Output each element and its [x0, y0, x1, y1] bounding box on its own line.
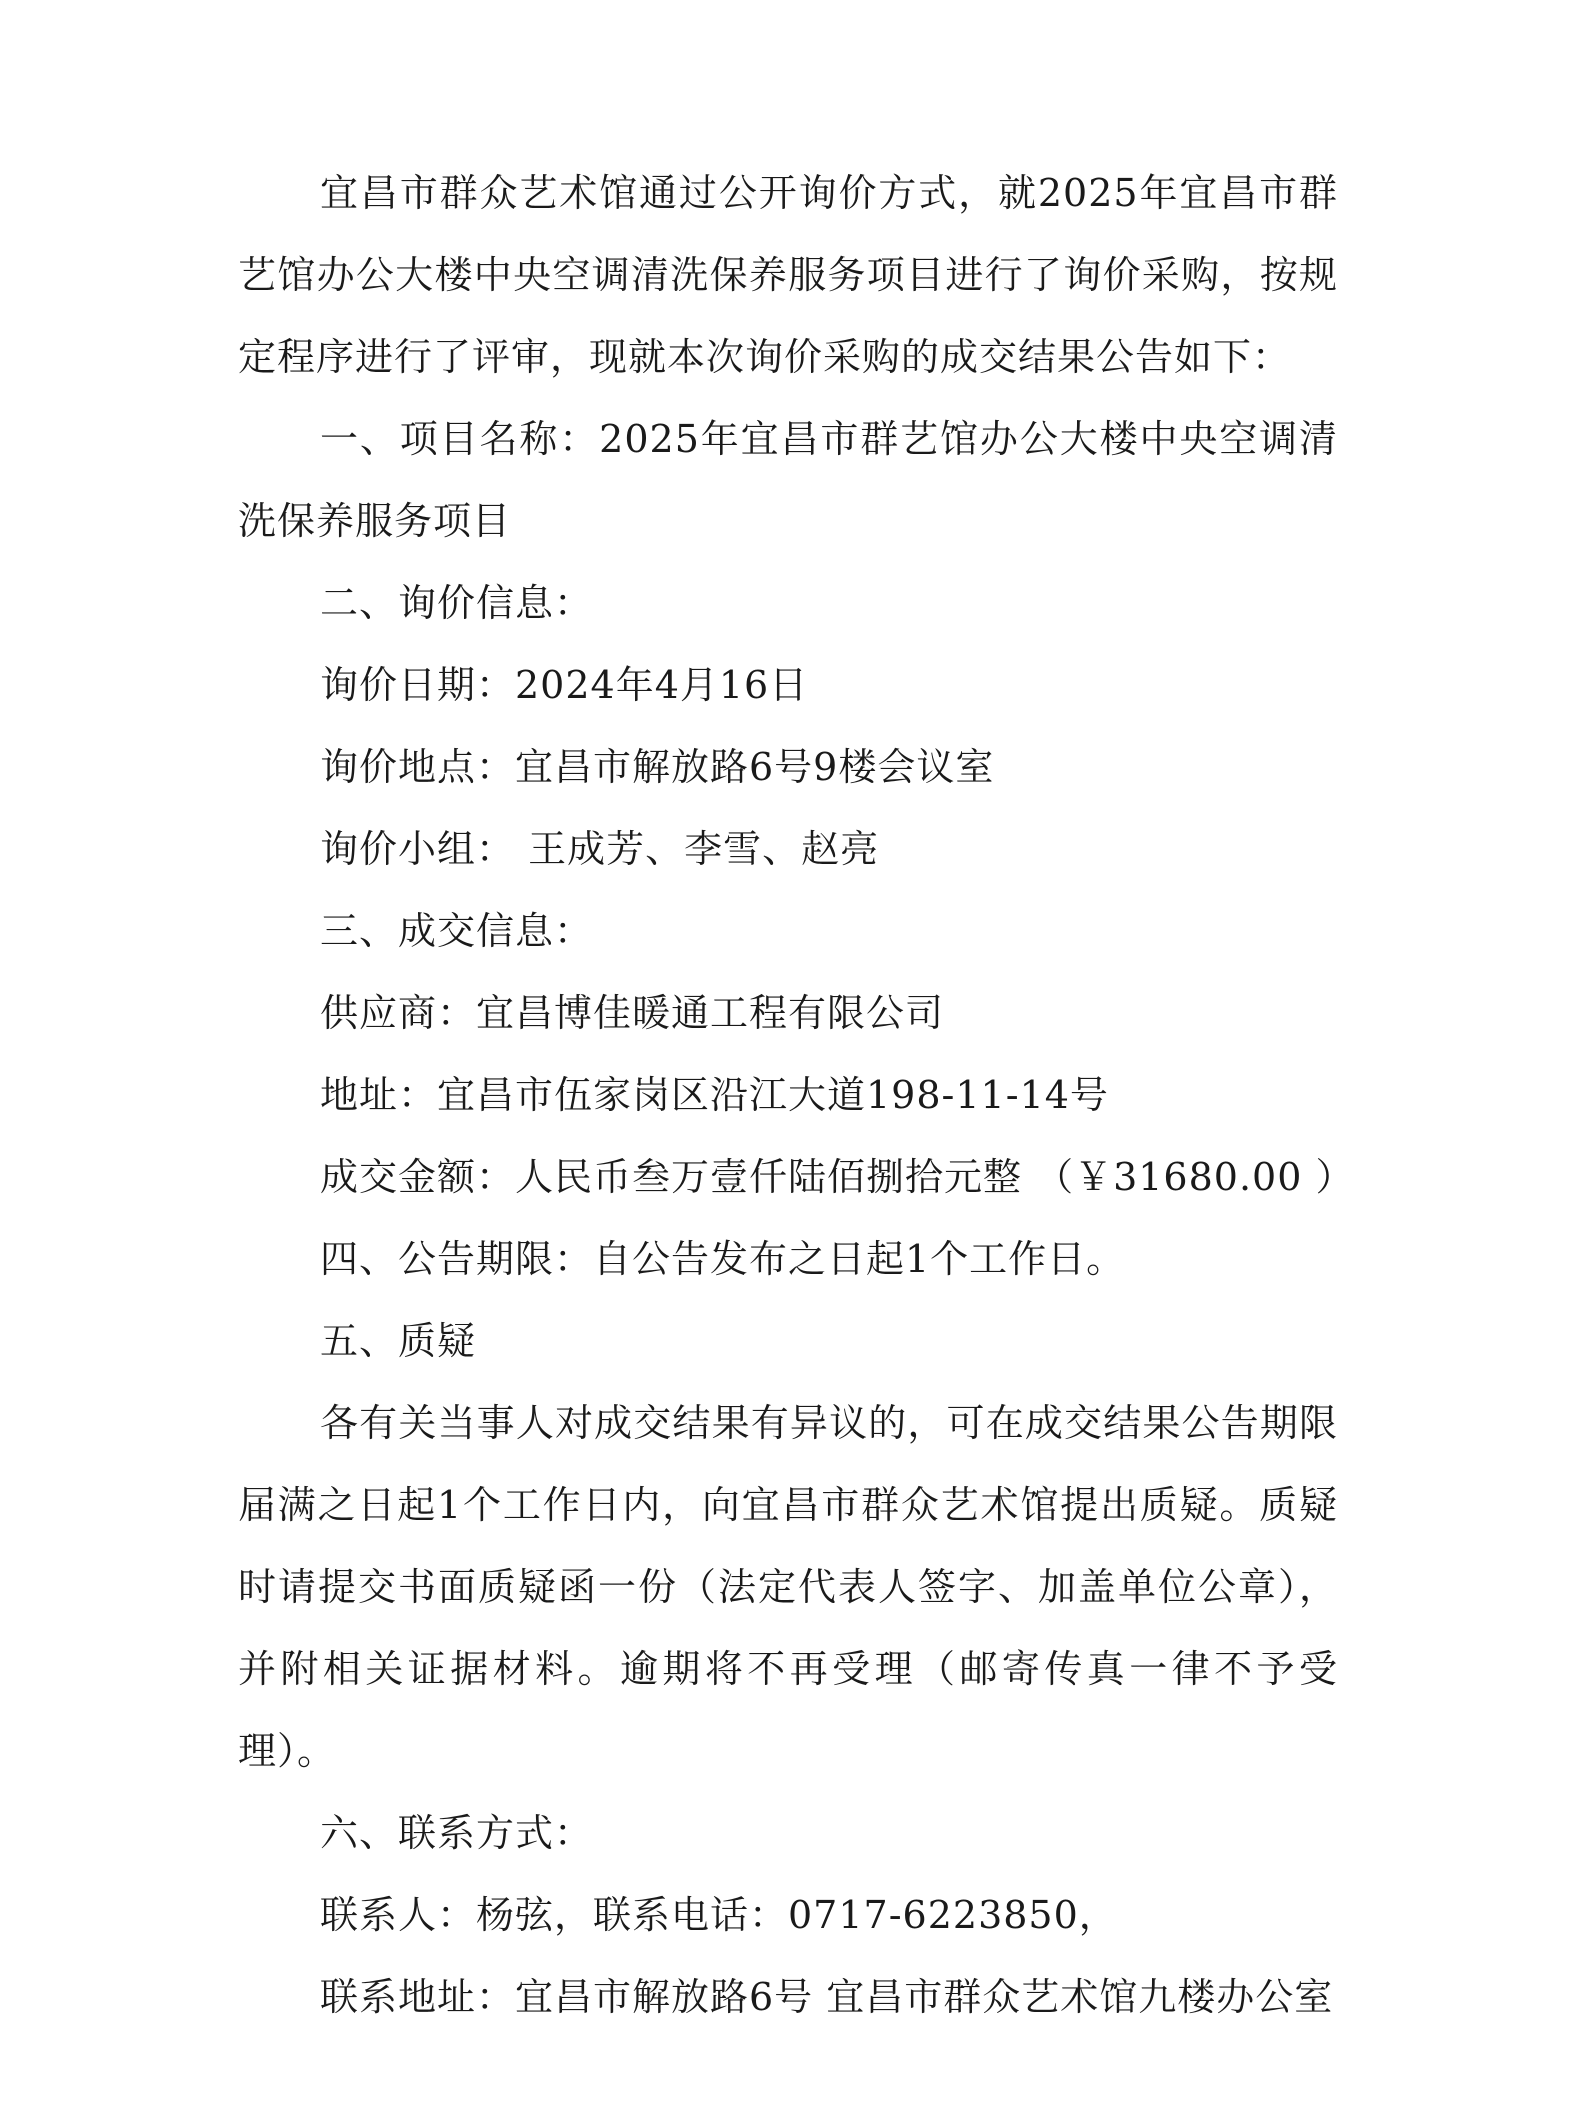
inquiry-panel: 询价小组： 王成芳、李雪、赵亮 — [320, 827, 880, 871]
inquiry-location: 询价地点：宜昌市解放路6号9楼会议室 — [320, 745, 995, 789]
deal-info-heading: 三、成交信息： — [320, 909, 594, 953]
objection-heading: 五、质疑 — [320, 1319, 477, 1363]
contact-heading: 六、联系方式： — [320, 1811, 594, 1855]
intro-paragraph: 宜昌市群众艺术馆通过公开询价方式，就2025年宜昌市群艺馆办公大楼中央空调清洗保养服务项目进行了询价采购，按规定程序进行了评审，现就本次询价采购的成交结果公告如下： — [238, 171, 1338, 379]
project-name-paragraph: 一、项目名称：2025年宜昌市群艺馆办公大楼中央空调清洗保养服务项目 — [238, 417, 1338, 543]
announcement-body — [238, 152, 1355, 2038]
objection-paragraph: 各有关当事人对成交结果有异议的，可在成交结果公告期限届满之日起1个工作日内，向宜昌市群众艺术馆提出质疑。质疑时请提交书面质疑函一份（法定代表人签字、加盖单位公章），并附相关证据材料。逾期将不再受理（邮寄传真一律不予受理）。 — [238, 1401, 1338, 1773]
notice-period: 四、公告期限：自公告发布之日起1个工作日。 — [320, 1237, 1126, 1281]
contact-address: 联系地址：宜昌市解放路6号 宜昌市群众艺术馆九楼办公室 — [320, 1975, 1334, 2019]
supplier-address: 地址：宜昌市伍家岗区沿江大道198-11-14号 — [320, 1073, 1109, 1117]
contact-person: 联系人：杨弦，联系电话：0717-6223850， — [320, 1893, 1118, 1937]
deal-amount: 成交金额：人民币叁万壹仟陆佰捌拾元整 （￥31680.00 ） — [320, 1155, 1355, 1199]
inquiry-date: 询价日期：2024年4月16日 — [320, 663, 809, 707]
inquiry-info-heading: 二、询价信息： — [320, 581, 594, 625]
supplier-name: 供应商：宜昌博佳暖通工程有限公司 — [320, 991, 945, 1035]
